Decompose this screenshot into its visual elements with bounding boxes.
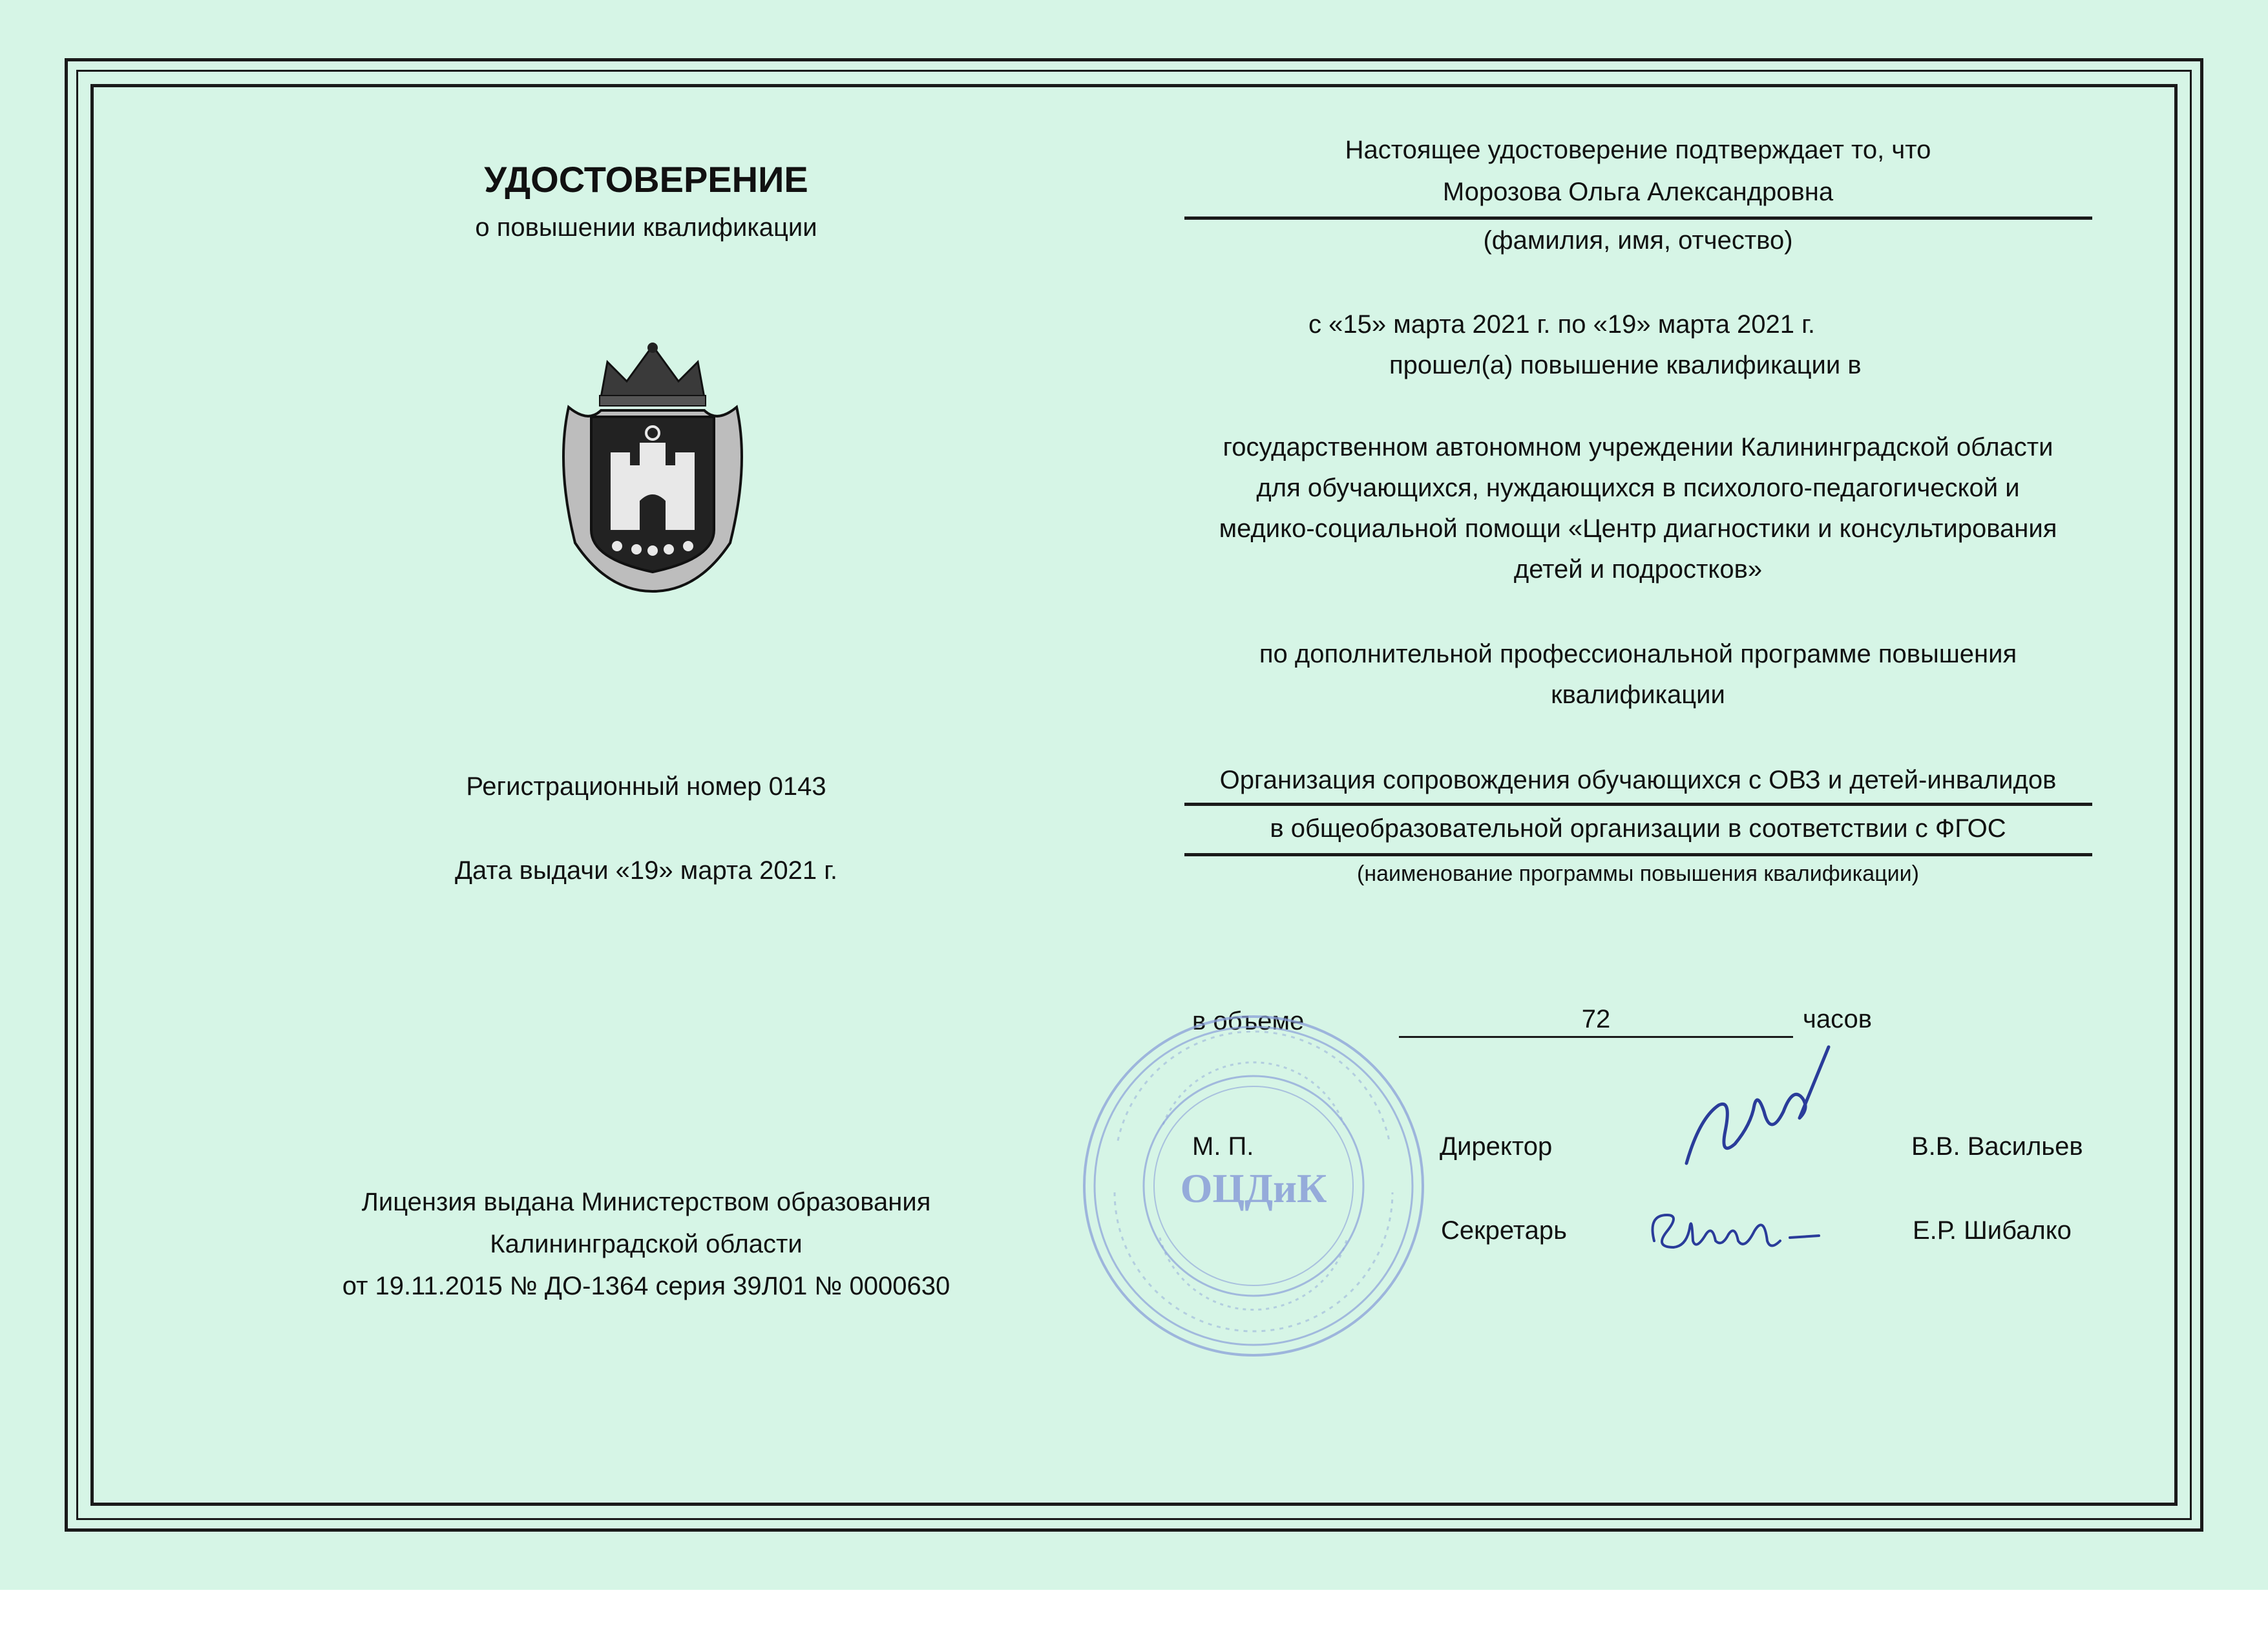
volume-label: в объеме <box>1192 1007 1305 1035</box>
program-intro-line-1: по дополнительной профессиональной программе повышения <box>1259 640 2017 668</box>
registration-number: Регистрационный номер 0143 <box>466 772 826 801</box>
director-name: В.В. Васильев <box>1911 1132 2083 1161</box>
program-caption: (наименование программы повышения квалификации) <box>1357 861 1919 886</box>
director-role: Директор <box>1440 1132 1553 1161</box>
volume-value: 72 <box>1581 1005 1611 1033</box>
intro-text: Настоящее удостоверение подтверждает то, что <box>1345 136 1931 164</box>
program-intro-line-2: квалификации <box>1551 681 1725 709</box>
certificate-title: УДОСТОВЕРЕНИЕ <box>484 159 808 200</box>
passed-text: прошел(а) повышение квалификации в <box>1389 351 1862 379</box>
full-name-caption: (фамилия, имя, отчество) <box>1483 226 1793 255</box>
institution-line-4: детей и подростков» <box>1513 555 1763 584</box>
study-period: с «15» марта 2021 г. по «19» марта 2021 г. <box>1308 310 1815 339</box>
secretary-signature <box>1641 1196 1829 1267</box>
license-line-3: от 19.11.2015 № ДО-1364 серия 39Л01 № 0000630 <box>342 1272 950 1300</box>
director-signature <box>1674 1034 1835 1176</box>
program-name-line-1: Организация сопровождения обучающихся с ОВЗ и детей-инвалидов <box>1219 766 2057 794</box>
institution-line-2: для обучающихся, нуждающихся в психолого-педагогической и <box>1256 474 2020 502</box>
volume-unit: часов <box>1803 1005 1873 1033</box>
coat-of-arms-icon <box>549 336 756 595</box>
issue-date: Дата выдачи «19» марта 2021 г. <box>454 856 838 885</box>
program-underline-1 <box>1184 803 2092 806</box>
institution-line-3: медико-социальной помощи «Центр диагностики и консультирования <box>1219 514 2057 543</box>
name-underline <box>1184 217 2092 220</box>
license-line-1: Лицензия выдана Министерством образования <box>361 1188 931 1216</box>
secretary-role: Секретарь <box>1441 1216 1567 1245</box>
program-underline-2 <box>1184 853 2092 856</box>
institution-line-1: государственном автономном учреждении Калининградской области <box>1223 433 2053 461</box>
secretary-name: Е.Р. Шибалко <box>1913 1216 2072 1245</box>
seal-label: М. П. <box>1192 1132 1254 1161</box>
license-line-2: Калининградской области <box>490 1230 803 1258</box>
certificate-subtitle: о повышении квалификации <box>475 213 817 242</box>
program-name-line-2: в общеобразовательной организации в соответствии с ФГОС <box>1270 814 2006 843</box>
stamp-center-text: ОЦДиК <box>1180 1165 1327 1211</box>
full-name: Морозова Ольга Александровна <box>1442 178 1834 206</box>
organization-stamp <box>1079 1011 1428 1360</box>
